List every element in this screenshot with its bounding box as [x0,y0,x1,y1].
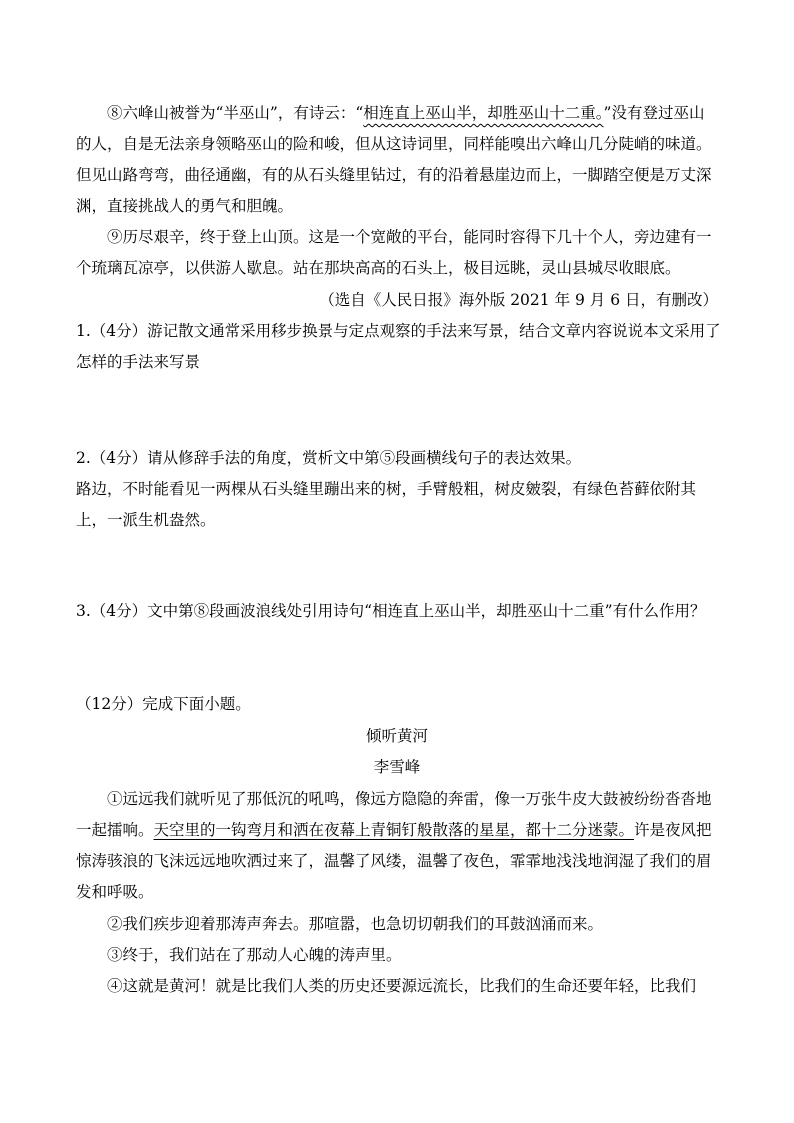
article-paragraph-1 [76,784,718,908]
source-citation: （选自《人民日报》海外版 2021 年 9 月 6 日，有删改） [319,291,718,309]
paragraph-8 [76,98,718,222]
question-2: 2.（4分）请从修辞手法的角度，赏析文中第⑤段画横线句子的表达效果。 [76,449,582,467]
section-header: （12分）完成下面小题。 [76,695,251,713]
a1-prefix: ①远远我们就听见了那低沉的吼鸣，像远方隐隐的奔雷，像一万张牛皮大鼓被纷纷沓沓地一起擂响。 [76,790,712,839]
para8-suffix: ”没有登过巫山的人，自是无法亲身领略巫山的险和峻，但从这诗词里，同样能嗅出六峰山几分陡峭的味道。但见山路弯弯，曲径通幽，有的从石头缝里钻过，有的沿着悬崖边而上，一脚踏空便是万丈深渊，直接挑战人的勇气和胆魄。 [76,104,712,215]
article-paragraph-4: ④这就是黄河！就是比我们人类的历史还要源远流长，比我们的生命还要年轻，比我们 [107,977,697,995]
para8-wavy-quote: 相连直上巫山半，却胜巫山十二重。 [363,104,604,122]
article-paragraph-2: ②我们疾步迎着那涛声奔去。那喧嚣，也急切切朝我们的耳鼓汹涌而来。 [107,915,604,933]
question-2-quote: 路边，不时能看见一两棵从石头缝里蹦出来的树，手臂般粗，树皮皴裂，有绿色苔藓依附其上，一派生机盎然。 [76,480,697,529]
question-1: 1.（4分）游记散文通常采用移步换景与定点观察的手法来写景，结合文章内容说说本文采用了怎样的手法来写景 [76,322,721,371]
paragraph-9: ⑨历尽艰辛，终于登上山顶。这是一个宽敞的平台，能同时容得下几十个人，旁边建有一个琉璃瓦凉亭，以供游人歇息。站在那块高高的石头上，极目远眺，灵山县城尽收眼底。 [76,228,712,277]
a1-underlined-sentence: 天空里的一钩弯月和洒在夜幕上青铜钉般散落的星星，都十二分迷蒙。 [153,821,635,839]
para8-prefix: ⑧六峰山被誉为“半巫山”，有诗云：“ [107,104,364,122]
article-paragraph-3: ③终于，我们站在了那动人心魄的涛声里。 [107,946,402,964]
question-3: 3.（4分）文中第⑧段画波浪线处引用诗句“相连直上巫山半，却胜巫山十二重”有什么作用？ [76,602,706,620]
article-title: 倾听黄河 [365,727,428,745]
article-author: 李雪峰 [373,758,421,776]
a1-suffix: 许是夜风把惊涛骇浪的飞沫远远地吹洒过来了，温馨了风缕，温馨了夜色，霏霏地浅浅地润湿了我们的眉发和呼吸。 [76,821,712,901]
